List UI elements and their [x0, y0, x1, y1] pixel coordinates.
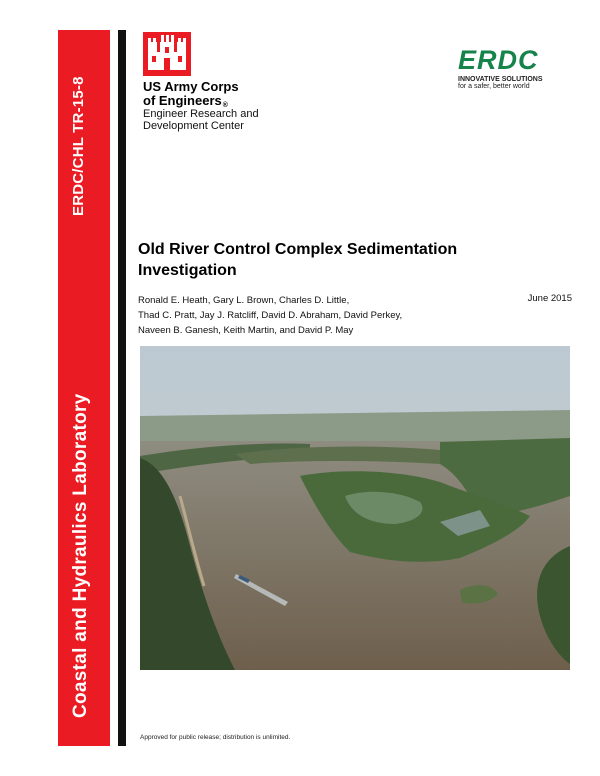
erdc-tagline2: for a safer, better world: [458, 83, 530, 90]
erdc-wordmark: ERDC: [458, 45, 539, 75]
erdc-logo: [458, 47, 568, 90]
center-name-line2: Development Center: [143, 119, 244, 132]
erdc-tagline1: INNOVATIVE SOLUTIONS: [458, 76, 543, 83]
report-date: June 2015: [527, 293, 572, 304]
laboratory-name: Coastal and Hydraulics Laboratory: [70, 393, 91, 718]
usace-name-line2: [143, 94, 259, 109]
authors-line3: Naveen B. Ganesh, Keith Martin, and David P. May: [138, 325, 354, 336]
registered-mark: ®: [222, 101, 228, 109]
center-name-line1: Engineer Research and: [143, 107, 259, 120]
aerial-river-photo: [140, 346, 570, 670]
report-number: ERDC/CHL TR-15-8: [70, 76, 87, 216]
usace-name-block: [143, 80, 259, 132]
sidebar-black-rule: [118, 30, 126, 746]
usace-name-line2-text: of Engineers: [143, 92, 222, 108]
authors-line2: Thad C. Pratt, Jay J. Ratcliff, David D. Abraham, David Perkey,: [138, 310, 403, 321]
release-statement: Approved for public release; distribution is unlimited.: [140, 734, 291, 741]
report-title: Old River Control Complex Sedimentation Investigation: [138, 241, 458, 279]
usace-name-line1: US Army Corps: [143, 79, 239, 94]
usace-castle-logo: [143, 32, 191, 76]
authors-line1: Ronald E. Heath, Gary L. Brown, Charles D. Little,: [138, 295, 350, 306]
author-list: [138, 293, 468, 338]
